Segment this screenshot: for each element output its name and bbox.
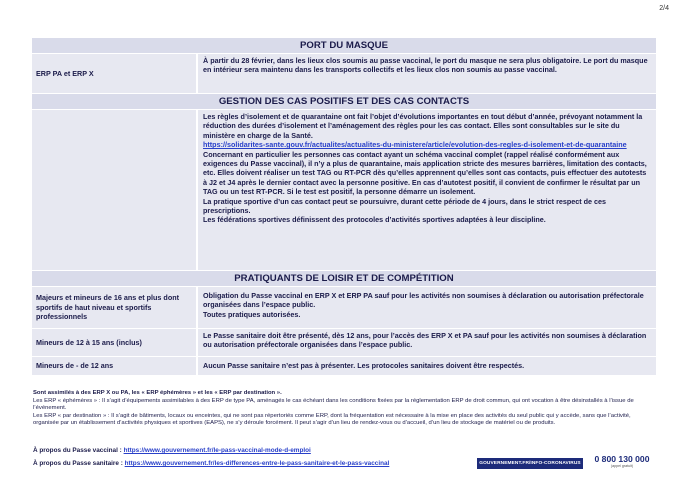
row-label: Mineurs de - de 12 ans bbox=[32, 357, 198, 375]
page-number: 2/4 bbox=[659, 5, 669, 12]
row-paragraph: Toutes pratiques autorisées. bbox=[203, 309, 301, 319]
row-paragraph: Aucun Passe sanitaire n’est pas à présenter. Les protocoles sanitaires doivent être respectés. bbox=[203, 361, 525, 371]
row-paragraph: Les fédérations sportives définissent des protocoles d’activités sportives adaptées à leur discipline. bbox=[203, 215, 546, 225]
about-passe-vaccinal bbox=[33, 447, 311, 454]
table-row bbox=[32, 287, 656, 329]
about-passe-sanitaire bbox=[33, 460, 389, 467]
note: Les ERP « par destination » : Il s’agit de bâtiments, locaux ou enceintes, qui ne sont pas répertoriés comme ERP, dont la fréquentation est nécessaire à la mise en place des activités du seul public qui y accède, sans que l’activité, organisée par un établissement d’activités physiques et sportives (EAPS), ne s’y déroule forcément. Il peut s’agir d’un lieu de rendez-vous ou d’accueil, d’un lieu de stockage de matériel ou de produits. bbox=[33, 412, 631, 427]
row-text bbox=[198, 329, 656, 356]
note: Les ERP « éphémères » : Il s’agit d’équipements assimilables à des ERP de type PA, aménagés le cas échéant dans les conditions fixées par la réglementation ERP de droit commun, qui ont vocation à être désinstallés à l’issue de l’événement. bbox=[33, 397, 634, 412]
row-paragraph: Les règles d’isolement et de quarantaine ont fait l’objet d’évolutions importantes en tout début d’année, prévoyant notamment la réduction des durées d’isolement et l’aménagement des règles pour les cas contact. Elles sont consultables sur le site du ministère en charge de la Santé. bbox=[203, 112, 643, 140]
row-paragraph: La pratique sportive d’un cas contact peut se poursuivre, durant cette période de 4 jours, dans le strict respect de ces prescriptions. bbox=[203, 196, 607, 216]
about-label: À propos du Passe sanitaire : bbox=[33, 460, 125, 467]
hotline-number: 0 800 130 000 bbox=[594, 454, 650, 464]
note: Sont assimilés à des ERP X ou PA, les « ERP éphémères » et les « ERP par destination ». bbox=[33, 390, 282, 396]
section-header-masque: PORT DU MASQUE bbox=[32, 38, 656, 54]
row-label: Mineurs de 12 à 15 ans (inclus) bbox=[32, 329, 198, 356]
row-paragraph: Obligation du Passe vaccinal en ERP X et ERP PA sauf pour les activités non soumises à déclaration ou autorisation préfectorale organisées dans l’espace public. bbox=[203, 291, 644, 310]
hotline bbox=[589, 455, 655, 468]
table-row bbox=[32, 54, 656, 94]
row-text bbox=[198, 110, 656, 270]
section-header-pratiquants: PRATIQUANTS DE LOISIR ET DE COMPÉTITION bbox=[32, 271, 656, 287]
row-paragraph: À partir du 28 février, dans les lieux clos soumis au passe vaccinal, le port du masque ne sera plus obligatoire. Le port du masque en intérieur sera maintenu dans les transports collectifs et les lieux clos non soumis au passe vaccinal. bbox=[203, 56, 648, 75]
row-label-empty bbox=[32, 110, 198, 270]
row-label: ERP PA et ERP X bbox=[32, 54, 198, 93]
table-row bbox=[32, 357, 656, 376]
table-row bbox=[32, 110, 656, 271]
section-header-cas: GESTION DES CAS POSITIFS ET DES CAS CONTACTS bbox=[32, 94, 656, 110]
row-text bbox=[198, 357, 656, 375]
info-coronavirus-banner[interactable]: GOUVERNEMENT.FR/INFO-CORONAVIRUS bbox=[477, 458, 583, 469]
passe-vaccinal-link[interactable]: https://www.gouvernement.fr/le-pass-vaccinal-mode-d-emploi bbox=[123, 447, 311, 454]
row-text bbox=[198, 287, 656, 328]
isolement-link[interactable]: https://solidarites-sante.gouv.fr/actualites/actualites-du-ministere/article/evolution-des-regles-d-isolement-et-de-quarantaine bbox=[203, 140, 627, 150]
row-paragraph: Le Passe sanitaire doit être présenté, dès 12 ans, pour l’accès des ERP X et PA sauf pour les activités non soumises à déclaration ou autorisation préfectorale organisées dans l’espace public. bbox=[203, 331, 647, 350]
row-text bbox=[198, 54, 656, 93]
passe-sanitaire-link[interactable]: https://www.gouvernement.fr/les-differences-entre-le-pass-sanitaire-et-le-pass-vaccinal bbox=[124, 460, 390, 467]
row-label: Majeurs et mineurs de 16 ans et plus dont sportifs de haut niveau et sportifs professionnels bbox=[32, 287, 198, 328]
hotline-note: (appel gratuit) bbox=[610, 464, 634, 468]
rules-table bbox=[32, 38, 656, 376]
footnotes bbox=[33, 390, 649, 428]
table-row bbox=[32, 329, 656, 357]
row-paragraph: Concernant en particulier les personnes cas contact ayant un schéma vaccinal complet (rappel réalisé conformément aux exigences du Passe vaccinal), il n’y a plus de quarantaine, mais application stricte des mesures barrières, limitation des contacts, etc. Elles doivent réaliser un test TAG ou RT-PCR dès qu’elles apprennent qu’elles sont cas contacts, puis effectuer des autotests à J2 et J4 après le dernier contact avec la personne positive. En cas d’autotest positif, il convient de confirmer le résultat par un TAG ou un test RT-PCR. Si le test est positif, la personne démarre un isolement. bbox=[203, 149, 647, 197]
about-label: À propos du Passe vaccinal : bbox=[33, 447, 124, 454]
